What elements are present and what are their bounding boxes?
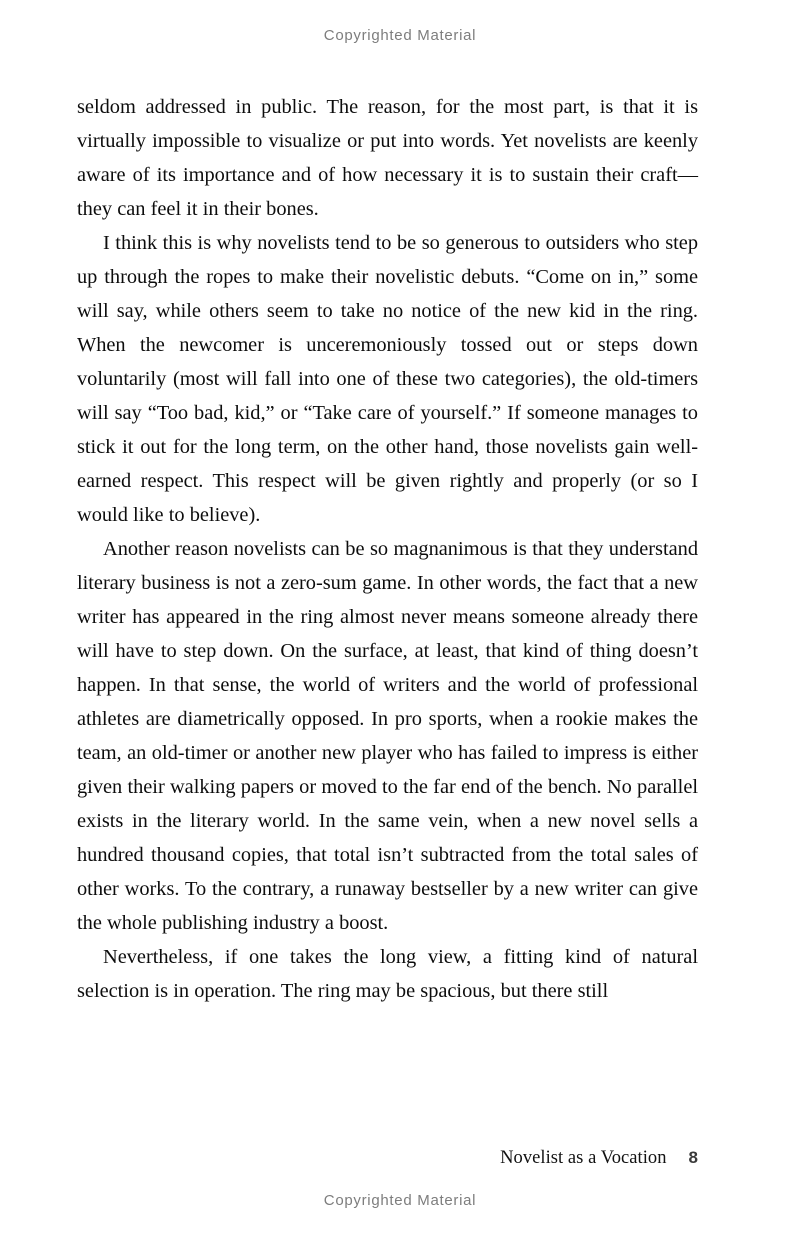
paragraph: seldom addressed in public. The reason, for the most part, is that it is virtually impossible to visualize or put into words. Yet novelists are keenly aware of its importance and of how necessary it is to sustain their craft—they can feel it in their bones. <box>77 96 698 220</box>
copyright-watermark-bottom: Copyrighted Material <box>323 1192 477 1209</box>
running-footer <box>77 1148 698 1169</box>
body-text-block <box>77 90 698 1008</box>
page-number: 8 <box>688 1148 698 1167</box>
paragraph: Nevertheless, if one takes the long view, a fitting kind of natural selection is in operation. The ring may be spacious, but there still <box>77 946 698 1002</box>
copyright-watermark-top: Copyrighted Material <box>323 27 477 44</box>
paragraph: Another reason novelists can be so magnanimous is that they understand literary business is not a zero-sum game. In other words, the fact that a new writer has appeared in the ring almost never means someone already there will have to step down. On the surface, at least, that kind of thing doesn’t happen. In that sense, the world of writers and the world of professional athletes are diametrically opposed. In pro sports, when a rookie makes the team, an old-timer or another new player who has failed to impress is either given their walking papers or moved to the far end of the bench. No parallel exists in the literary world. In the same vein, when a new novel sells a hundred thousand copies, that total isn’t subtracted from the total sales of other works. To the contrary, a runaway bestseller by a new writer can give the whole publishing industry a boost. <box>77 538 698 934</box>
paragraph: I think this is why novelists tend to be so generous to outsiders who step up through the ropes to make their novelistic debuts. “Come on in,” some will say, while others seem to take no notice of the new kid in the ring. When the newcomer is unceremoniously tossed out or steps down voluntarily (most will fall into one of these two categories), the old-timers will say “Too bad, kid,” or “Take care of yourself.” If someone manages to stick it out for the long term, on the other hand, those novelists gain well-earned respect. This respect will be given rightly and properly (or so I would like to believe). <box>77 232 698 526</box>
footer-book-title: Novelist as a Vocation <box>500 1148 667 1168</box>
